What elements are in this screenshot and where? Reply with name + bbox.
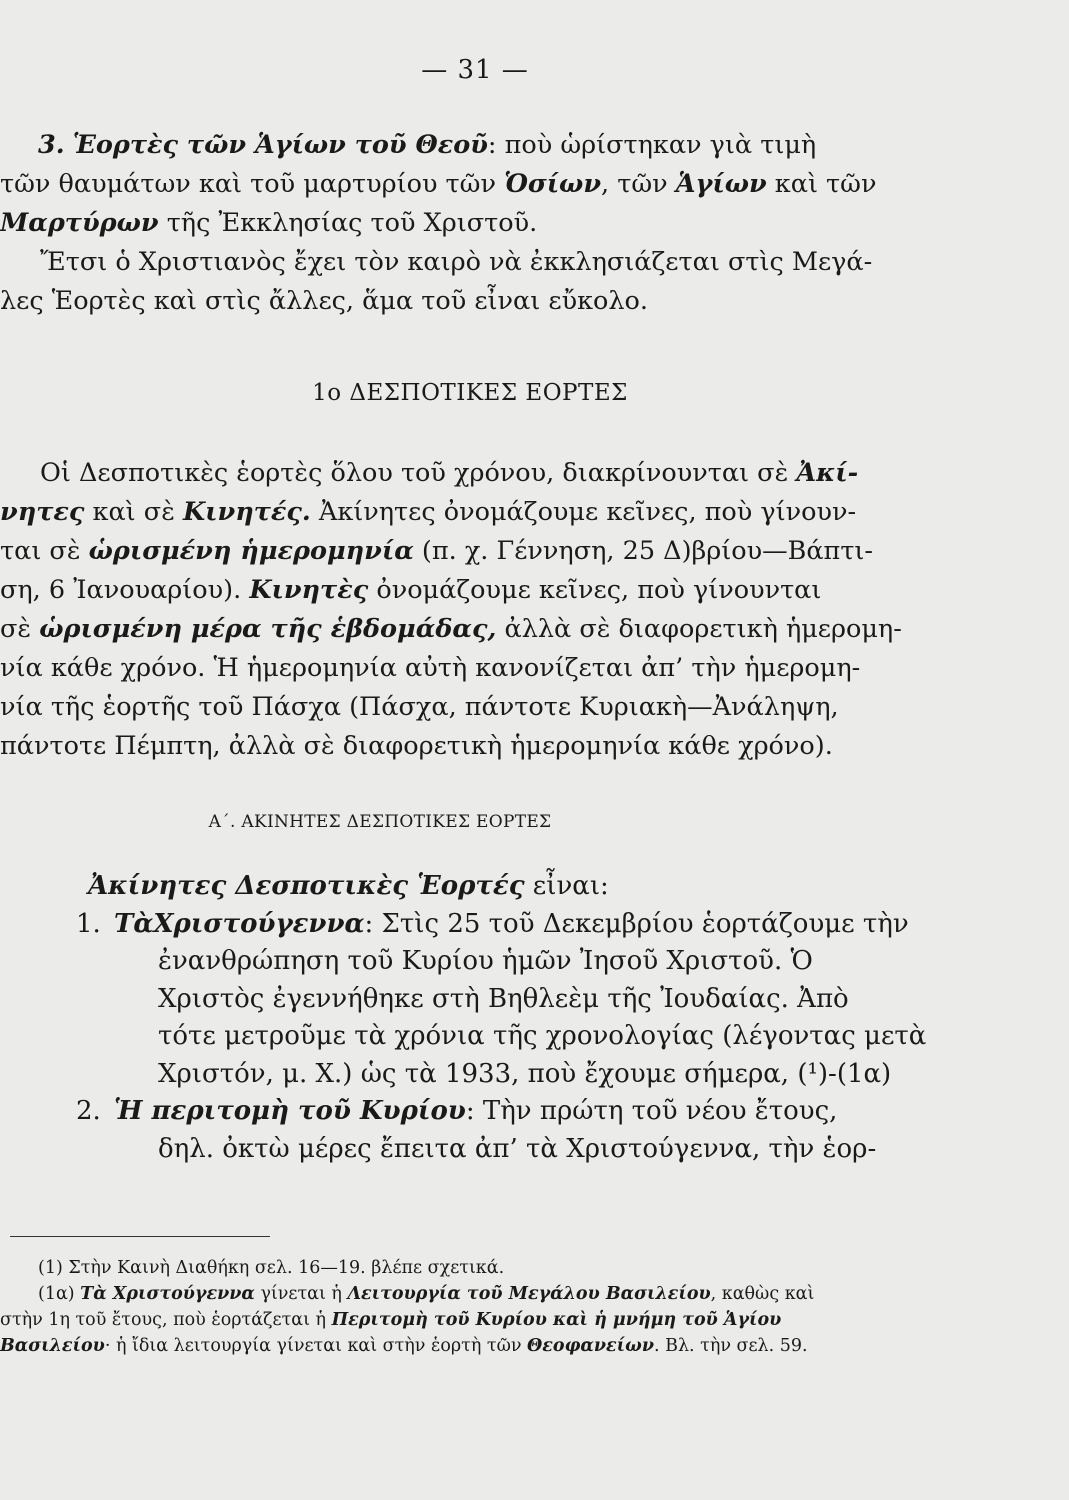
list-intro: Ἀκίνητες Δεσποτικὲς Ἑορτές εἶναι: [88,871,609,901]
text-line: 3. Ἑορτὲς τῶν Ἁγίων τοῦ Θεοῦ: ποὺ ὡρίστηκαν γιὰ τιμὴ [38,130,817,160]
list-item: 1. ΤὰΧριστούγεννα: Στὶς 25 τοῦ Δεκεμβρίου ἑορτάζουμε τὴν [76,908,909,939]
subsection-heading: Α΄. ΑΚΙΝΗΤΕΣ ΔΕΣΠΟΤΙΚΕΣ ΕΟΡΤΕΣ [208,812,552,832]
body-paragraph [0,454,945,766]
footnote-line: στὴν 1η τοῦ ἔτους, ποὺ ἑορτάζεται ἡ Περιτομὴ τοῦ Κυρίου καὶ ἡ μνήμη τοῦ Ἁγίου [0,1310,782,1330]
intro-paragraph [0,126,945,321]
text-line: νία τῆς ἑορτῆς τοῦ Πάσχα (Πάσχα, πάντοτε Κυριακὴ—Ἀνάληψη, [0,692,839,722]
text-line: ἐνανθρώπηση τοῦ Κυρίου ἡμῶν Ἰησοῦ Χριστοῦ. Ὁ [158,946,813,976]
footnote-line: Βασιλείου· ἡ ἴδια λειτουργία γίνεται καὶ στὴν ἑορτὴ τῶν Θεοφανείων. Βλ. τὴν σελ. 59. [0,1336,808,1356]
footnotes [0,1255,945,1359]
list-item: 2. Ἡ περιτομὴ τοῦ Κυρίου: Τὴν πρώτη τοῦ νέου ἔτους, [76,1096,838,1126]
text-line: σὲ ὡρισμένη μέρα τῆς ἑβδομάδας, ἀλλὰ σὲ διαφορετικὴ ἡμερομη- [0,614,902,644]
text-line: δηλ. ὀκτὼ μέρες ἔπειτα ἀπ’ τὰ Χριστούγεννα, τὴν ἑορ- [158,1133,877,1164]
text-line: Χριστόν, μ. Χ.) ὡς τὰ 1933, ποὺ ἔχουμε σήμερα, (¹)-(1α) [158,1058,892,1089]
text-line: νία κάθε χρόνο. Ἡ ἡμερομηνία αὐτὴ κανονίζεται ἀπ’ τὴν ἡμερομη- [0,653,861,683]
text-line: Μαρτύρων τῆς Ἐκκλησίας τοῦ Χριστοῦ. [0,208,538,238]
text-line: νητες καὶ σὲ Κινητές. Ἀκίνητες ὀνομάζουμε κεῖνες, ποὺ γίνουν- [0,497,857,527]
footnote: (1) Στὴν Καινὴ Διαθήκη σελ. 16—19. βλέπε σχετικά. [38,1258,505,1278]
feast-list [0,868,945,1168]
section-heading: 1ο ΔΕΣΠΟΤΙΚΕΣ ΕΟΡΤΕΣ [312,380,628,406]
text-line: πάντοτε Πέμπτη, ἀλλὰ σὲ διαφορετικὴ ἡμερομηνία κάθε χρόνο). [0,731,833,761]
text-line: Ἔτσι ὁ Χριστιανὸς ἔχει τὸν καιρὸ νὰ ἐκκλησιάζεται στὶς Μεγά- [40,247,873,277]
text-line: λες Ἑορτὲς καὶ στὶς ἄλλες, ἅμα τοῦ εἶναι εὔκολο. [0,286,648,316]
text-line: τότε μετροῦμε τὰ χρόνια τῆς χρονολογίας (λέγοντας μετὰ [158,1021,927,1051]
text-line: ται σὲ ὡρισμένη ἡμερομηνία (π. χ. Γέννηση, 25 Δ)βρίου—Βάπτι- [0,536,874,566]
footnote-divider [10,1236,270,1237]
text-line: τῶν θαυμάτων καὶ τοῦ μαρτυρίου τῶν Ὁσίων, τῶν Ἁγίων καὶ τῶν [0,169,877,199]
footnote: (1α) Τὰ Χριστούγεννα γίνεται ἡ Λειτουργία τοῦ Μεγάλου Βασιλείου, καθὼς καὶ [38,1284,815,1304]
text-line: Χριστὸς ἐγεννήθηκε στὴ Βηθλεὲμ τῆς Ἰουδαίας. Ἀπὸ [158,983,849,1014]
page-number: — 31 — [421,55,529,85]
text-line: ση, 6 Ἰανουαρίου). Κινητὲς ὀνομάζουμε κεῖνες, ποὺ γίνουνται [0,575,822,605]
text-line: Οἱ Δεσποτικὲς ἑορτὲς ὅλου τοῦ χρόνου, διακρίνουνται σὲ Ἀκί- [40,458,859,488]
